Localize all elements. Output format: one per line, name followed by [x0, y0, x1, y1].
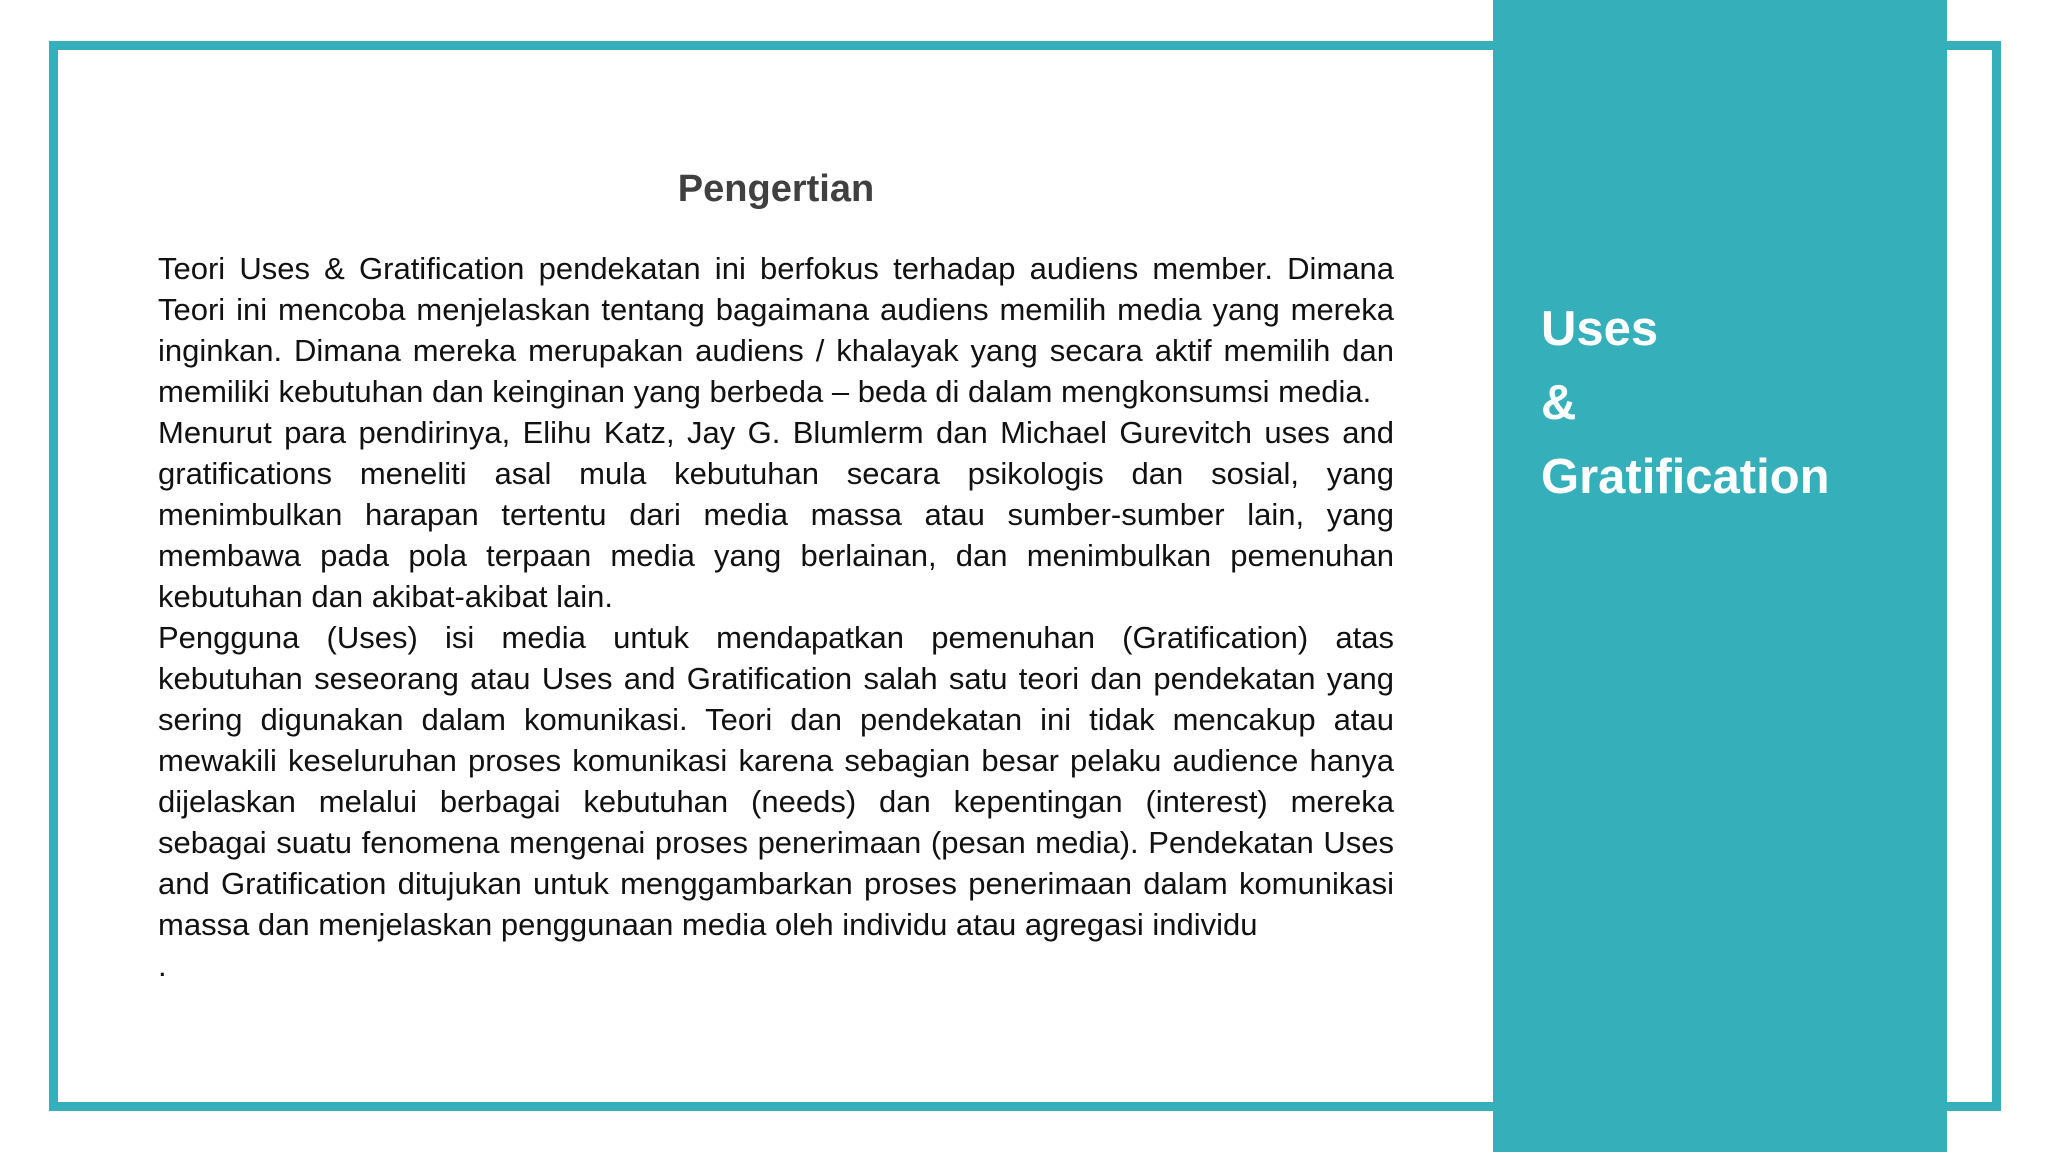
trailing-period: .	[158, 948, 167, 983]
side-title-line-ampersand: &	[1541, 376, 1577, 430]
content-body	[158, 248, 1394, 986]
side-title-line-gratification: Gratification	[1541, 450, 1830, 504]
paragraph-1: Teori Uses & Gratification pendekatan ini berfokus terhadap audiens member. Dimana Teori ini mencoba menjelaskan tentang bagaimana audiens memilih media yang mereka inginkan. Dimana mereka merupakan audiens / khalayak yang secara aktif memilih dan memiliki kebutuhan dan keinginan yang berbeda – beda di dalam mengkonsumsi media.	[158, 251, 1394, 409]
side-title-line-uses: Uses	[1541, 302, 1659, 356]
paragraph-2: Menurut para pendirinya, Elihu Katz, Jay G. Blumlerm dan Michael Gurevitch uses and gratifications meneliti asal mula kebutuhan secara psikologis dan sosial, yang menimbulkan harapan tertentu dari media massa atau sumber-sumber lain, yang membawa pada pola terpaan media yang berlainan, dan menimbulkan pemenuhan kebutuhan dan akibat-akibat lain.	[158, 415, 1394, 614]
content-title: Pengertian	[677, 168, 875, 210]
side-panel	[1493, 0, 1947, 1152]
side-panel-title	[1541, 292, 1830, 514]
paragraph-3: Pengguna (Uses) isi media untuk mendapatkan pemenuhan (Gratification) atas kebutuhan seseorang atau Uses and Gratification salah satu teori dan pendekatan yang sering digunakan dalam komunikasi. Teori dan pendekatan ini tidak mencakup atau mewakili keseluruhan proses komunikasi karena sebagian besar pelaku audience hanya dijelaskan melalui berbagai kebutuhan (needs) dan kepentingan (interest) mereka sebagai suatu fenomena mengenai proses penerimaan (pesan media). Pendekatan Uses and Gratification ditujukan untuk menggambarkan proses penerimaan dalam komunikasi massa dan menjelaskan penggunaan media oleh individu atau agregasi individu	[158, 620, 1394, 942]
